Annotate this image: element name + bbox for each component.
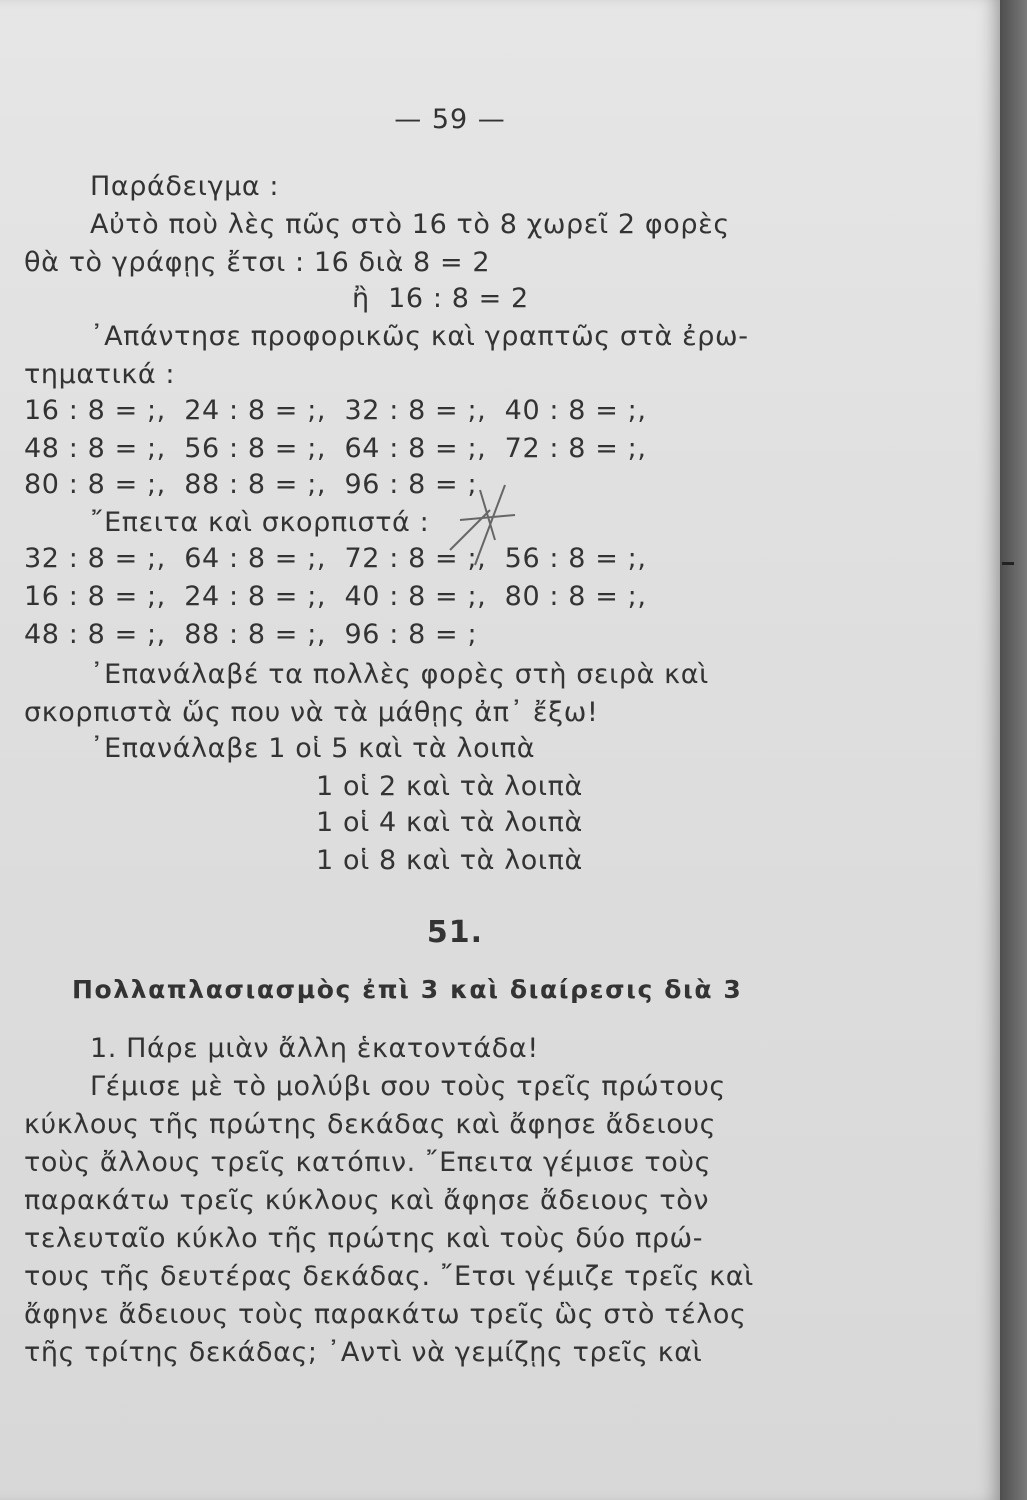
text-line: ἢ 16 : 8 = 2 xyxy=(352,283,529,314)
equation-line: 32 : 8 = ;, 64 : 8 = ;, 72 : 8 = ;, 56 : 8 = ;, xyxy=(24,543,647,574)
text-line: 1 οἱ 4 καὶ τὰ λοιπὰ xyxy=(316,807,583,838)
equation-line: 80 : 8 = ;, 88 : 8 = ;, 96 : 8 = ; xyxy=(24,469,478,500)
equation-line: 48 : 8 = ;, 88 : 8 = ;, 96 : 8 = ; xyxy=(24,619,478,650)
text-line: ῎Επειτα καὶ σκορπιστά : xyxy=(90,507,430,538)
page-number: — 59 — xyxy=(394,104,506,135)
equation-line: 16 : 8 = ;, 24 : 8 = ;, 40 : 8 = ;, 80 : 8 = ;, xyxy=(24,581,647,612)
text-line: 1 οἱ 2 καὶ τὰ λοιπὰ xyxy=(316,771,583,802)
text-line: ᾿Επανάλαβέ τα πολλὲς φορὲς στὴ σειρὰ καὶ xyxy=(90,659,709,690)
text-line: θὰ τὸ γράφῃς ἔτσι : 16 διὰ 8 = 2 xyxy=(24,247,491,278)
body-line: τους τῆς δευτέρας δεκάδας. ῎Ετσι γέμιζε τρεῖς καὶ xyxy=(24,1261,754,1292)
body-line: παρακάτω τρεῖς κύκλους καὶ ἄφησε ἄδειους τὸν xyxy=(24,1185,710,1216)
text-line: Αὐτὸ ποὺ λὲς πῶς στὸ 16 τὸ 8 χωρεῖ 2 φορὲς xyxy=(90,209,730,240)
page-edge xyxy=(1000,0,1027,1500)
body-line: τελευταῖο κύκλο τῆς πρώτης καὶ τοὺς δύο πρώ- xyxy=(24,1223,704,1254)
body-line: τῆς τρίτης δεκάδας; ᾿Αντὶ νὰ γεμίζῃς τρεῖς καὶ xyxy=(24,1337,703,1368)
text-line: σκορπιστὰ ὥς που νὰ τὰ μάθῃς ἀπ᾿ ἔξω! xyxy=(24,697,599,728)
body-line: 1. Πάρε μιὰν ἄλλη ἑκατοντάδα! xyxy=(90,1033,539,1064)
text-line: 1 οἱ 8 καὶ τὰ λοιπὰ xyxy=(316,845,583,876)
text-line: ᾿Απάντησε προφορικῶς καὶ γραπτῶς στὰ ἐρω- xyxy=(90,321,749,352)
section-title: Πολλαπλασιασμὸς ἐπὶ 3 καὶ διαίρεσις διὰ 3 xyxy=(72,975,743,1004)
text-line: Παράδειγμα : xyxy=(90,171,280,202)
text-line: τηματικά : xyxy=(24,359,176,390)
edge-tick-mark xyxy=(1002,562,1014,565)
equation-line: 16 : 8 = ;, 24 : 8 = ;, 32 : 8 = ;, 40 : 8 = ;, xyxy=(24,395,647,426)
body-line: τοὺς ἄλλους τρεῖς κατόπιν. ῎Επειτα γέμισε τοὺς xyxy=(24,1147,712,1178)
section-number: 51. xyxy=(426,915,484,950)
body-line: Γέμισε μὲ τὸ μολύβι σου τοὺς τρεῖς πρώτους xyxy=(90,1071,726,1102)
pen-scribble-mark xyxy=(420,470,550,580)
equation-line: 48 : 8 = ;, 56 : 8 = ;, 64 : 8 = ;, 72 : 8 = ;, xyxy=(24,433,647,464)
body-line: κύκλους τῆς πρώτης δεκάδας καὶ ἄφησε ἄδειους xyxy=(24,1109,717,1140)
text-line: ᾿Επανάλαβε 1 οἱ 5 καὶ τὰ λοιπὰ xyxy=(90,733,536,764)
body-line: ἄφηνε ἄδειους τοὺς παρακάτω τρεῖς ὣς στὸ τέλος xyxy=(24,1299,747,1330)
